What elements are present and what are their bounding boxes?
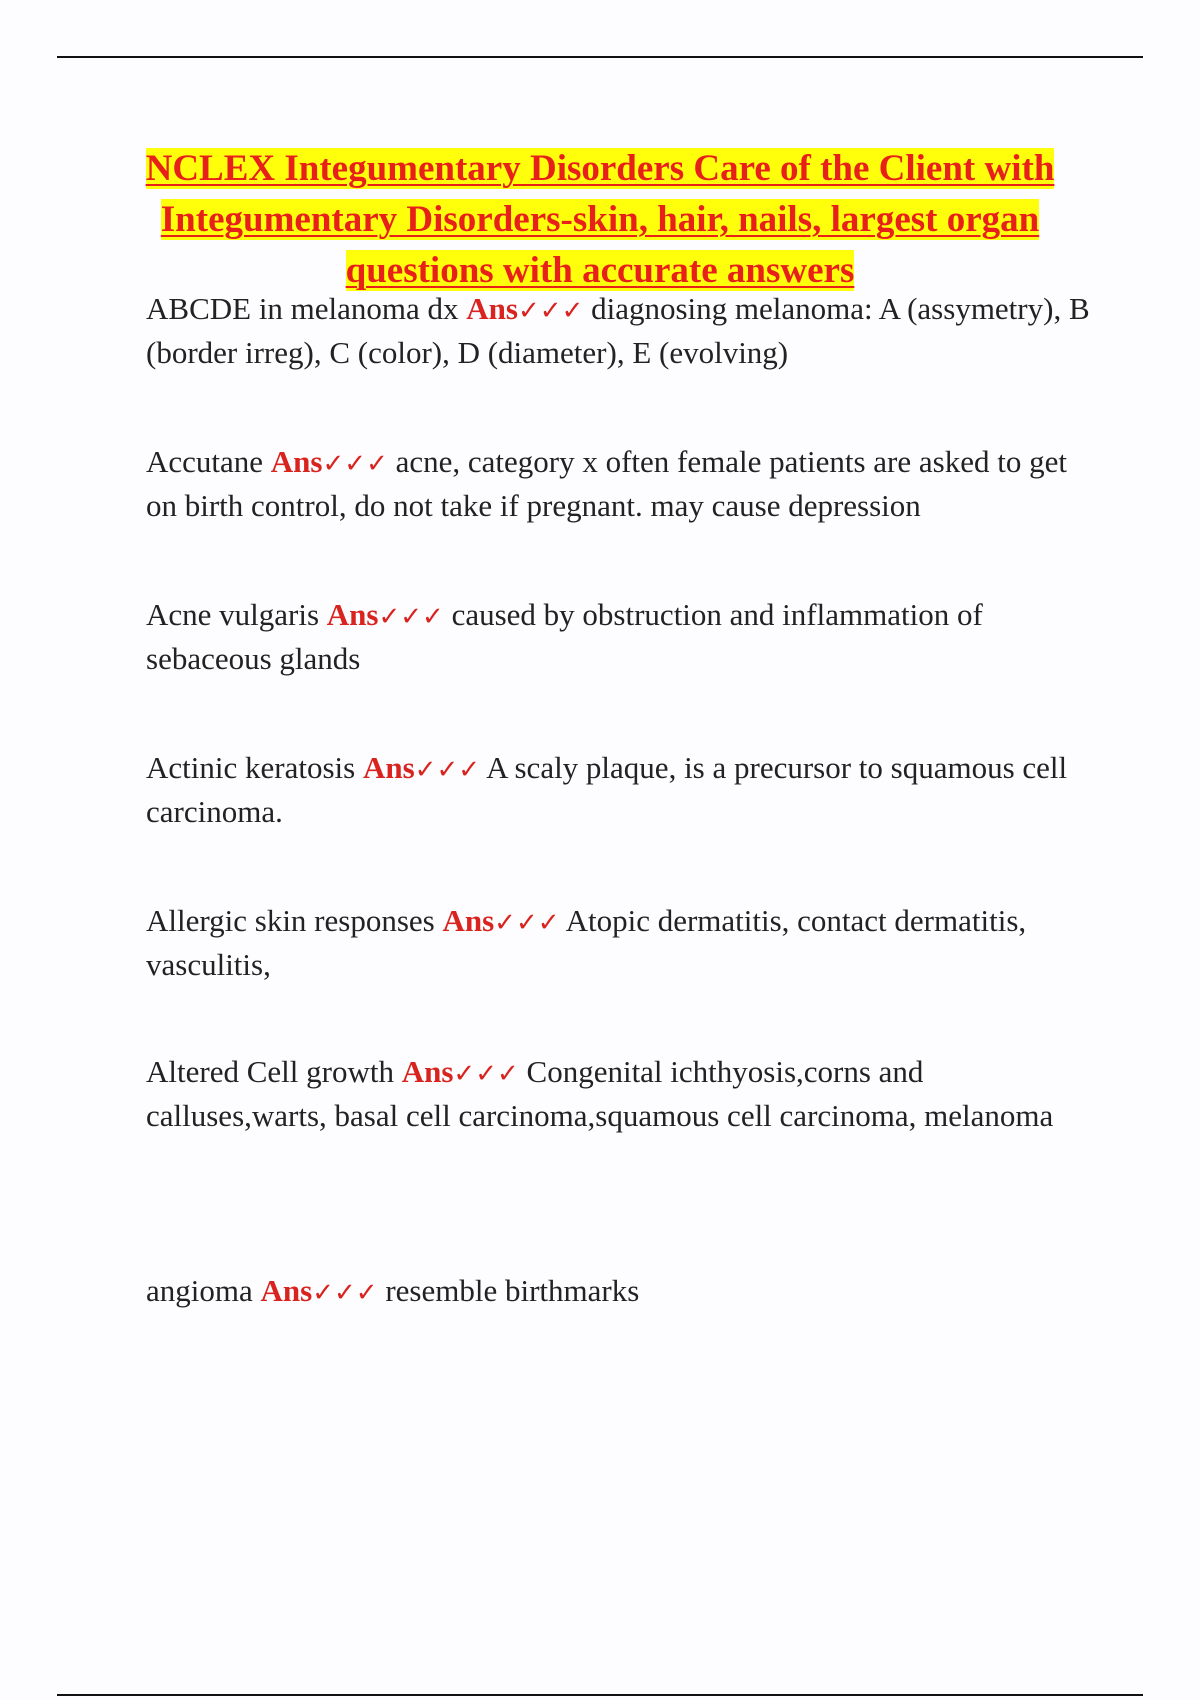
answer: Atopic dermatitis, contact dermatitis, vasculitis, xyxy=(146,903,1027,982)
term: Altered Cell growth xyxy=(146,1054,394,1089)
term: Allergic skin responses xyxy=(146,903,435,938)
answer-marker: Ans xyxy=(466,291,518,326)
qa-item xyxy=(146,1270,1096,1314)
checkmark-icon: ✓✓✓ xyxy=(453,1059,519,1089)
qa-item xyxy=(146,900,1096,985)
term: Acne vulgaris xyxy=(146,597,320,632)
answer: A scaly plaque, is a precursor to squamous cell carcinoma. xyxy=(146,750,1068,829)
qa-item xyxy=(146,747,1096,832)
answer-marker: Ans xyxy=(270,444,323,479)
answer-marker: Ans xyxy=(401,1054,454,1089)
answer-marker: Ans xyxy=(260,1273,313,1308)
term: Accutane xyxy=(146,444,264,479)
answer: caused by obstruction and inflammation of sebaceous glands xyxy=(146,597,983,676)
top-rule xyxy=(57,56,1143,58)
checkmark-icon: ✓✓✓ xyxy=(322,449,388,479)
checkmark-icon: ✓✓✓ xyxy=(378,602,444,632)
document-title: NCLEX Integumentary Disorders Care of the Client with Integumentary Disorders-skin, hair, nails, largest organ questions with accurate answers xyxy=(145,148,1055,291)
qa-item xyxy=(146,1051,1096,1136)
answer: resemble birthmarks xyxy=(385,1273,640,1308)
qa-item xyxy=(146,441,1096,526)
answer-marker: Ans xyxy=(326,597,379,632)
checkmark-icon: ✓✓✓ xyxy=(414,755,481,785)
checkmark-icon: ✓✓✓ xyxy=(518,296,584,326)
checkmark-icon: ✓✓✓ xyxy=(494,908,560,938)
answer: acne, category x often female patients are asked to get on birth control, do not take if pregnant. may cause depression xyxy=(146,444,1067,523)
qa-item xyxy=(146,594,1096,679)
answer: Congenital ichthyosis,corns and calluses,warts, basal cell carcinoma,squamous cell carcinoma, melanoma xyxy=(146,1054,1054,1133)
term: angioma xyxy=(146,1273,253,1308)
term: Actinic keratosis xyxy=(146,750,356,785)
checkmark-icon: ✓✓✓ xyxy=(312,1278,378,1308)
answer: diagnosing melanoma: A (assymetry), B (border irreg), C (color), D (diameter), E (evolving) xyxy=(146,291,1090,370)
answer-marker: Ans xyxy=(362,750,415,785)
answer-marker: Ans xyxy=(442,903,495,938)
term: ABCDE in melanoma dx xyxy=(146,291,459,326)
bottom-rule xyxy=(57,1694,1143,1696)
qa-item xyxy=(146,288,1096,373)
